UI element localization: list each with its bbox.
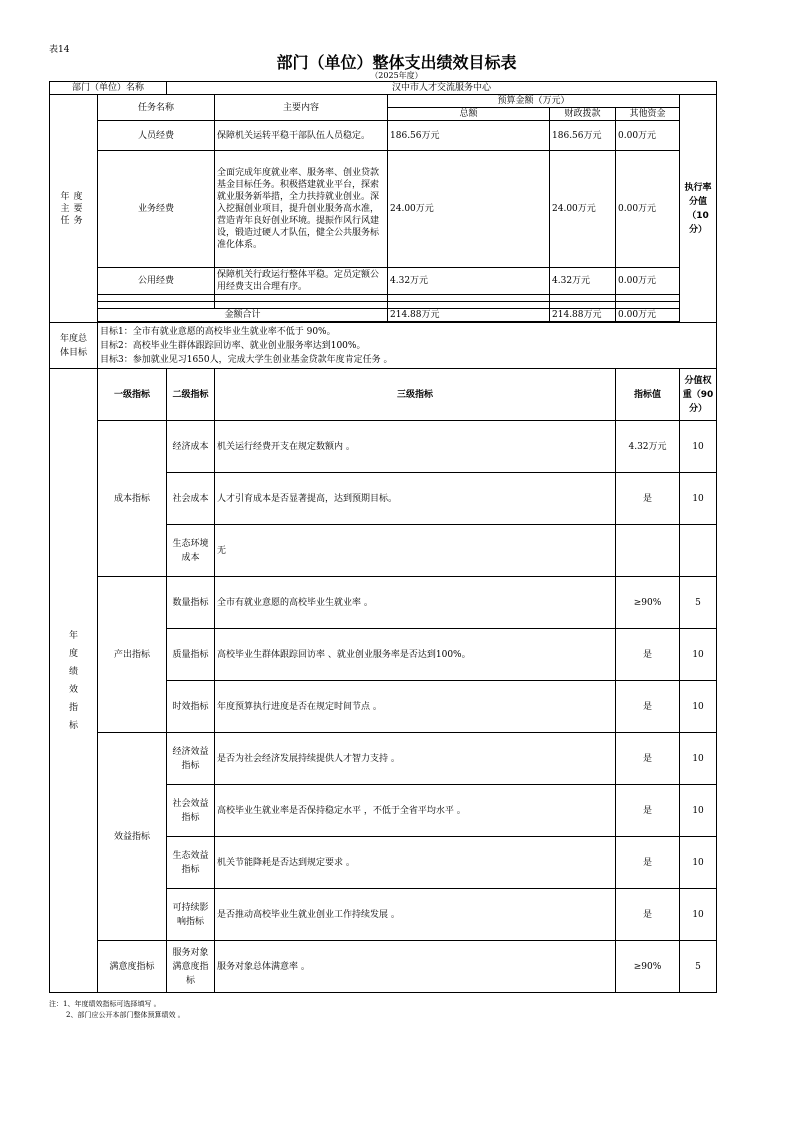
- task-content: 保障机关行政运行整体平稳。定员定额公用经费支出合理有序。: [215, 268, 388, 295]
- indicator-weight: 5: [680, 577, 717, 629]
- level2: 可持续影响指标: [167, 889, 215, 941]
- overall-goal-label-text: 年度总体目标: [59, 333, 87, 358]
- indicator-row: [50, 421, 717, 473]
- level2: 数量指标: [167, 577, 215, 629]
- level1-cost: 成本指标: [98, 421, 167, 577]
- goal-line: 目标1：全市有就业意愿的高校毕业生就业率不低于 90%。: [100, 326, 336, 337]
- indicators-label: [50, 369, 98, 993]
- level2: 经济成本: [167, 421, 215, 473]
- task-fiscal: 186.56万元: [550, 121, 616, 151]
- task-fiscal: 4.32万元: [550, 268, 616, 295]
- indicator-value: 是: [616, 733, 680, 785]
- task-content: 保障机关运转平稳干部队伍人员稳定。: [215, 121, 388, 151]
- indicator-value: 是: [616, 681, 680, 733]
- overall-goal-label: [50, 323, 98, 369]
- task-other: 0.00万元: [616, 121, 680, 151]
- annual-tasks-label-text: 年度主要任务: [60, 191, 87, 226]
- indicator-weight: 10: [680, 681, 717, 733]
- weight-header: 分值权重（90分）: [680, 369, 717, 421]
- indicator-weight: 10: [680, 421, 717, 473]
- indicator-value: 是: [616, 785, 680, 837]
- unit-name-value: 汉中市人才交流服务中心: [167, 82, 717, 95]
- sum-other: 0.00万元: [616, 309, 680, 322]
- level3: 无: [215, 525, 616, 577]
- unit-name-label: 部门（单位）名称: [50, 82, 167, 95]
- indicator-value: 是: [616, 473, 680, 525]
- indicator-row: [50, 577, 717, 629]
- empty-task-row: [50, 295, 717, 302]
- level2: 经济效益指标: [167, 733, 215, 785]
- level3: 人才引育成本是否显著提高，达到预期目标。: [215, 473, 616, 525]
- task-total: 24.00万元: [388, 151, 550, 268]
- level2: 服务对象满意度指标: [167, 941, 215, 993]
- indicator-value: 4.32万元: [616, 421, 680, 473]
- page-title: 部门（单位）整体支出绩效目标表: [276, 53, 517, 72]
- level3: 高校毕业生群体跟踪回访率 、就业创业服务率是否达到100%。: [215, 629, 616, 681]
- note-line-1: 注：1、年度绩效指标可选择填写 。: [49, 1000, 161, 1008]
- level2: 时效指标: [167, 681, 215, 733]
- task-name: 人员经费: [98, 121, 215, 151]
- performance-goal-table: [49, 81, 716, 994]
- table-number: 表14: [49, 45, 70, 55]
- level1-header: 一级指标: [98, 369, 167, 421]
- total-header: 总额: [388, 108, 550, 121]
- level2: 社会效益指标: [167, 785, 215, 837]
- goal-line: 目标3：参加就业见习1650人，完成大学生创业基金贷款年度肯定任务 。: [100, 354, 393, 365]
- level2: 生态环境成本: [167, 525, 215, 577]
- level2-header: 二级指标: [167, 369, 215, 421]
- note-line-2: 2、部门应公开本部门整体预算绩效 。: [66, 1011, 185, 1019]
- task-row: [50, 151, 717, 268]
- level3: 机关节能降耗是否达到规定要求 。: [215, 837, 616, 889]
- indicator-row: [50, 941, 717, 993]
- indicator-weight: 10: [680, 785, 717, 837]
- value-header: 指标值: [616, 369, 680, 421]
- level3: 机关运行经费开支在规定数额内 。: [215, 421, 616, 473]
- annual-tasks-label: [50, 95, 98, 323]
- execution-rate-score-label: 执行率分值（10分）: [680, 95, 717, 323]
- indicator-row: [50, 733, 717, 785]
- indicators-label-text: 年度绩效指标: [68, 630, 78, 731]
- task-name: 业务经费: [98, 151, 215, 268]
- overall-goal-content: [98, 323, 717, 369]
- task-content: 全面完成年度就业率、服务率、创业贷款基金目标任务。积极搭建就业平台，探索就业服务新举措，全力扶持就业创业。深入挖掘创业项目，提升创业服务高水准，营造青年良好创业环境。提振作风行风建设，锻造过硬人才队伍，健全公共服务标准化体系。: [215, 151, 388, 268]
- level3: 全市有就业意愿的高校毕业生就业率 。: [215, 577, 616, 629]
- indicator-weight: 10: [680, 889, 717, 941]
- task-name: 公用经费: [98, 268, 215, 295]
- indicator-weight: 10: [680, 837, 717, 889]
- task-other: 0.00万元: [616, 151, 680, 268]
- sum-fiscal: 214.88万元: [550, 309, 616, 322]
- level1-output: 产出指标: [98, 577, 167, 733]
- indicator-value: ≥90%: [616, 577, 680, 629]
- task-row: [50, 268, 717, 295]
- task-row: [50, 121, 717, 151]
- task-total: 186.56万元: [388, 121, 550, 151]
- fiscal-header: 财政拨款: [550, 108, 616, 121]
- indicator-value: 是: [616, 837, 680, 889]
- sum-row: [50, 309, 717, 322]
- page-subtitle: （2025年度）: [370, 71, 423, 80]
- level3: 服务对象总体满意率 。: [215, 941, 616, 993]
- level3: 是否推动高校毕业生就业创业工作持续发展 。: [215, 889, 616, 941]
- level3-header: 三级指标: [215, 369, 616, 421]
- task-fiscal: 24.00万元: [550, 151, 616, 268]
- indicator-weight: 10: [680, 629, 717, 681]
- goal-line: 目标2：高校毕业生群体跟踪回访率、就业创业服务率达到100%。: [100, 340, 366, 351]
- empty-task-row: [50, 302, 717, 309]
- indicator-weight: 10: [680, 733, 717, 785]
- indicator-value: 是: [616, 629, 680, 681]
- indicator-value: [616, 525, 680, 577]
- level3: 是否为社会经济发展持续提供人才智力支持 。: [215, 733, 616, 785]
- indicator-weight: 10: [680, 473, 717, 525]
- level3: 高校毕业生就业率是否保持稳定水平 ，不低于全省平均水平 。: [215, 785, 616, 837]
- level2: 质量指标: [167, 629, 215, 681]
- task-other: 0.00万元: [616, 268, 680, 295]
- indicator-weight: [680, 525, 717, 577]
- level3: 年度预算执行进度是否在规定时间节点 。: [215, 681, 616, 733]
- indicator-weight: 5: [680, 941, 717, 993]
- task-name-header: 任务名称: [98, 95, 215, 121]
- level2: 生态效益指标: [167, 837, 215, 889]
- indicator-value: ≥90%: [616, 941, 680, 993]
- content-header: 主要内容: [215, 95, 388, 121]
- level1-benefit: 效益指标: [98, 733, 167, 941]
- other-header: 其他资金: [616, 108, 680, 121]
- budget-header: 预算金额（万元）: [388, 95, 680, 108]
- sum-label: 金额合计: [98, 309, 388, 322]
- sum-total: 214.88万元: [388, 309, 550, 322]
- indicator-value: 是: [616, 889, 680, 941]
- task-total: 4.32万元: [388, 268, 550, 295]
- level1-satisfaction: 满意度指标: [98, 941, 167, 993]
- level2: 社会成本: [167, 473, 215, 525]
